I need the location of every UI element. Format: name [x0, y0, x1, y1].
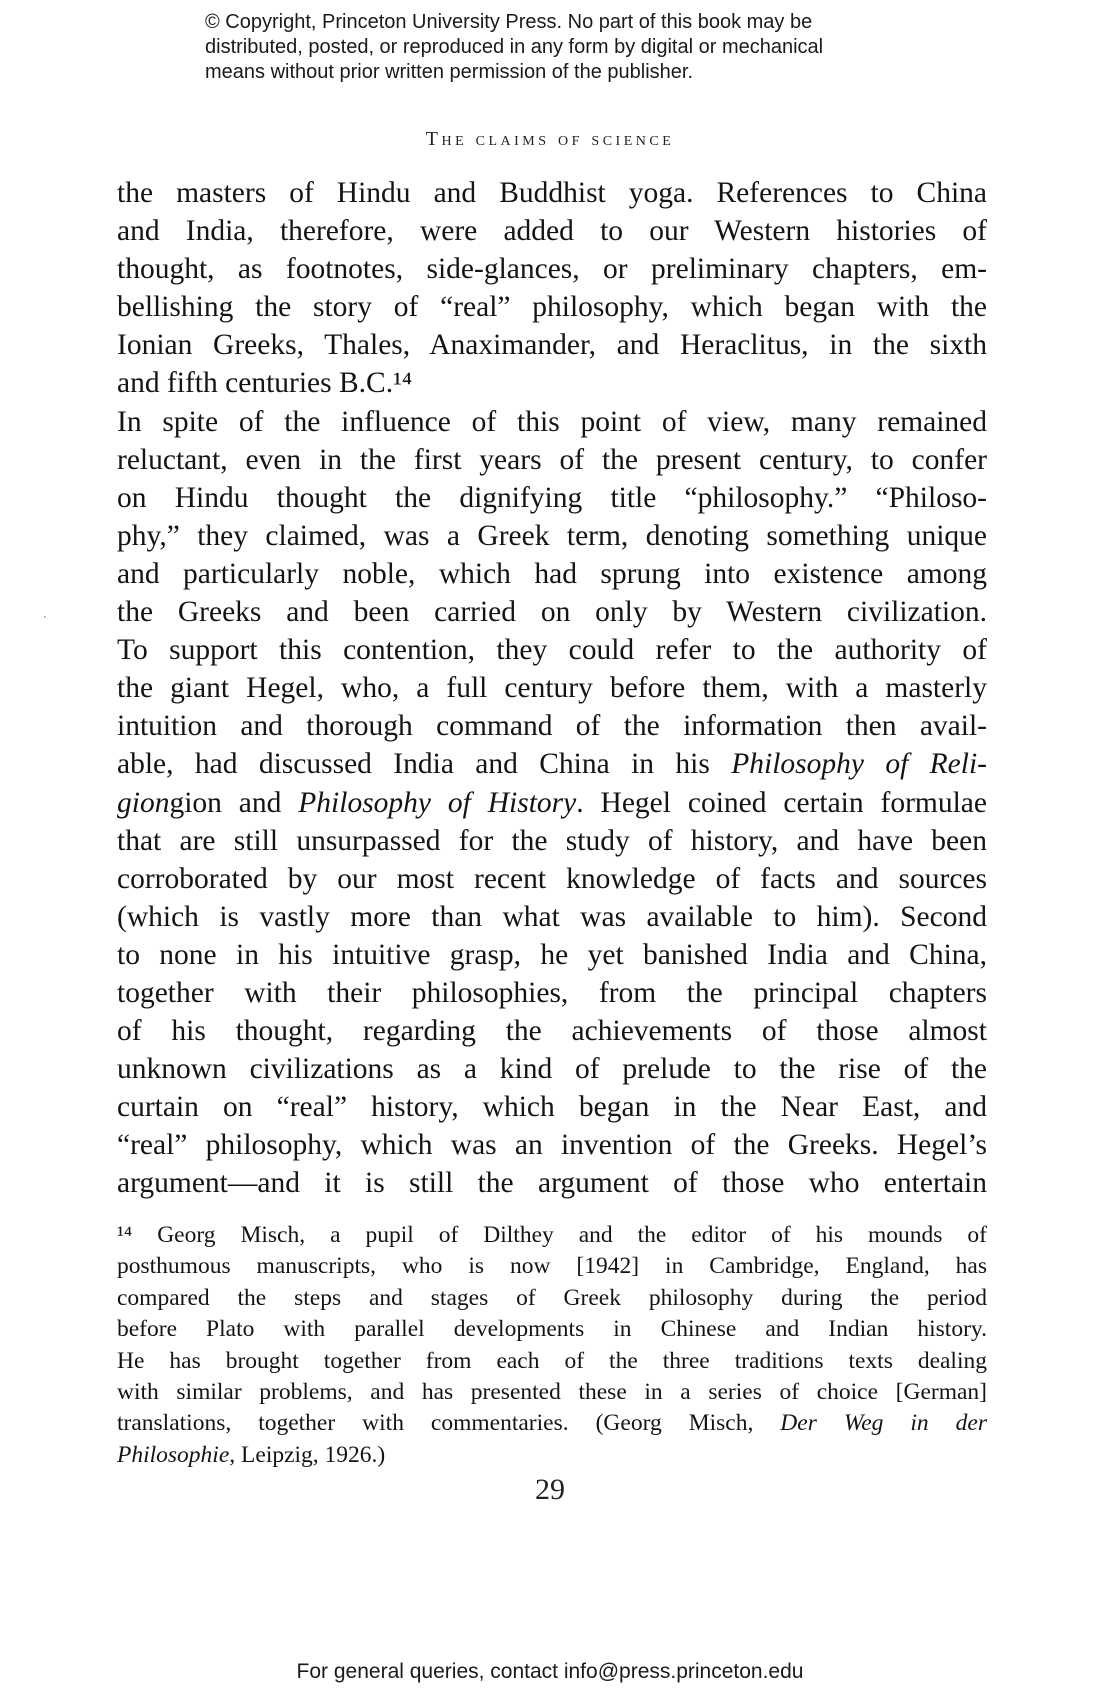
body-line: and fifth centuries B.C.¹⁴ — [117, 367, 413, 400]
italic-title: Philosophie, — [117, 1441, 236, 1468]
italic-title: Philosophy of Reli- — [731, 748, 987, 781]
body-line: and India, therefore, were added to our Western histories of — [117, 215, 987, 248]
body-text — [117, 174, 987, 1203]
body-text-segment: able, had discussed India and China in his — [117, 748, 732, 781]
body-line: intuition and thorough command of the information then avail- — [117, 710, 987, 743]
body-line: thought, as footnotes, side-glances, or preliminary chapters, em- — [117, 253, 987, 286]
body-line: (which is vastly more than what was available to him). Second — [117, 900, 987, 933]
body-line: that are still unsurpassed for the study of history, and have been — [117, 824, 987, 857]
copyright-notice — [205, 10, 905, 85]
copyright-line: © Copyright, Princeton University Press. No part of this book may be — [205, 11, 813, 33]
footnote-text-segment: Leipzig, 1926.) — [235, 1441, 386, 1468]
body-line: the Greeks and been carried on only by Western civilization. — [117, 596, 987, 629]
scan-speck — [44, 616, 46, 618]
body-text-segment: . Hegel coined certain formulae — [576, 786, 987, 819]
body-line: corroborated by our most recent knowledge of facts and sources — [117, 862, 987, 895]
body-line: bellishing the story of “real” philosophy, which began with the — [117, 291, 987, 324]
body-line: the masters of Hindu and Buddhist yoga. References to China — [117, 177, 987, 209]
running-head: The claims of science — [425, 128, 675, 150]
body-line: and particularly noble, which had sprung into existence among — [117, 557, 987, 590]
footnote-line: before Plato with parallel developments in Chinese and Indian history. — [117, 1316, 987, 1343]
footer-contact: For general queries, contact info@press.princeton.edu — [296, 1660, 804, 1683]
body-line: on Hindu thought the dignifying title “philosophy.” “Philoso- — [117, 481, 987, 514]
copyright-line: distributed, posted, or reproduced in any form by digital or mechanical — [205, 36, 824, 58]
body-line: curtain on “real” history, which began in the Near East, and — [117, 1091, 987, 1124]
body-line: “real” philosophy, which was an invention of the Greeks. Hegel’s — [117, 1129, 987, 1162]
page-number: 29 — [535, 1473, 565, 1506]
italic-title: Der Weg in der — [780, 1410, 987, 1437]
body-line: together with their philosophies, from the principal chapters — [117, 976, 987, 1009]
footnote-line: posthumous manuscripts, who is now [1942] in Cambridge, England, has — [117, 1253, 987, 1280]
footnote-line: with similar problems, and has presented these in a series of choice [German] — [117, 1378, 987, 1405]
body-line: the giant Hegel, who, a full century before them, with a masterly — [117, 672, 987, 705]
body-text-segment: gion and — [169, 786, 299, 819]
footnote-line: ¹⁴ Georg Misch, a pupil of Dilthey and the editor of his mounds of — [117, 1222, 987, 1248]
body-line: In spite of the influence of this point of view, many remained — [117, 405, 987, 438]
body-line-mixed — [117, 784, 987, 822]
footnote-line-mixed — [117, 1408, 987, 1439]
footnote-line-mixed — [117, 1440, 987, 1471]
italic-title: gion — [117, 786, 170, 819]
italic-title: Philosophy of History — [298, 786, 577, 819]
body-line: Ionian Greeks, Thales, Anaximander, and Heraclitus, in the sixth — [117, 329, 987, 362]
body-line: phy,” they claimed, was a Greek term, denoting something unique — [117, 519, 987, 552]
footnote-text-segment: translations, together with commentaries. (Georg Misch, — [117, 1410, 781, 1437]
body-line: To support this contention, they could refer to the authority of — [117, 634, 987, 667]
footnote-line: compared the steps and stages of Greek philosophy during the period — [117, 1284, 987, 1311]
footnote-line: He has brought together from each of the three traditions texts dealing — [117, 1347, 987, 1374]
body-line: of his thought, regarding the achievements of those almost — [117, 1015, 987, 1048]
copyright-line: means without prior written permission of the publisher. — [205, 61, 694, 83]
footnote — [117, 1220, 987, 1471]
body-line: argument—and it is still the argument of those who entertain — [117, 1167, 987, 1200]
body-line: to none in his intuitive grasp, he yet banished India and China, — [117, 938, 987, 971]
body-line: unknown civilizations as a kind of prelude to the rise of the — [117, 1053, 987, 1086]
body-line: reluctant, even in the first years of the present century, to confer — [117, 443, 987, 476]
body-line-mixed — [117, 745, 987, 783]
